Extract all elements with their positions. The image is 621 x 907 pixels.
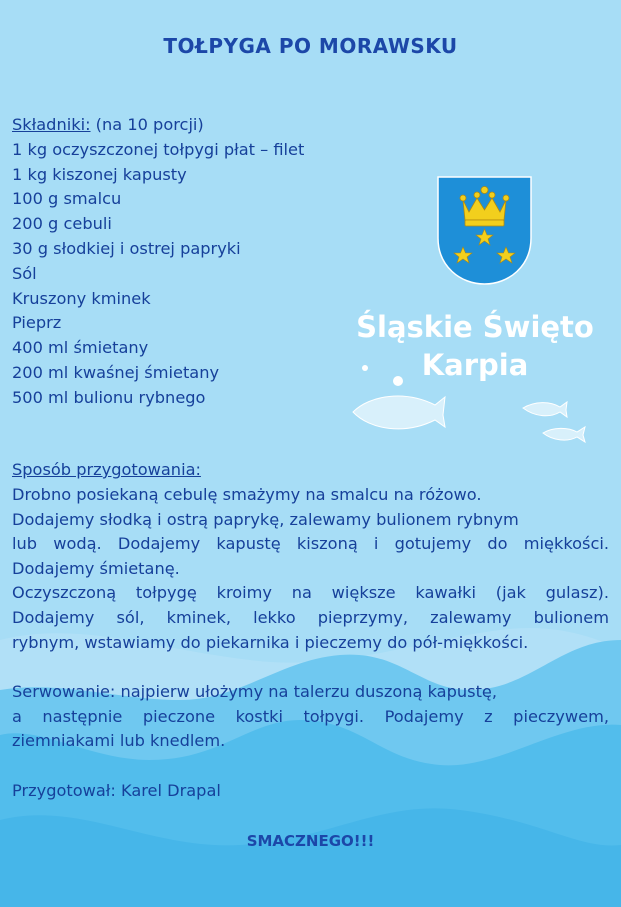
logo-line-2: Karpia	[421, 348, 529, 382]
method-label: Sposób przygotowania:	[12, 460, 201, 479]
ingredient-item: 400 ml śmietany	[12, 338, 149, 358]
ingredient-item: 1 kg oczyszczonej tołpygi płat – filet	[12, 139, 305, 159]
serving-line: a następnie pieczone kostki tołpygi. Podajemy z pieczywem,	[12, 706, 609, 726]
ingredients-list	[12, 113, 304, 411]
page-title: TOŁPYGA PO MORAWSKU	[163, 34, 458, 58]
ingredient-item: 1 kg kiszonej kapusty	[12, 164, 187, 184]
method-line: Dodajemy słodką i ostrą paprykę, zalewamy bulionem rybnym	[12, 509, 519, 529]
method-line: Dodajemy śmietanę.	[12, 558, 180, 578]
ingredient-item: Kruszony kminek	[12, 288, 151, 308]
serving-paragraph	[12, 680, 609, 754]
carp-fish-icon	[345, 365, 605, 445]
method-line: Drobno posiekaną cebulę smażymy na smalcu na różowo.	[12, 485, 482, 504]
author-credit: Przygotował: Karel Drapal	[12, 781, 221, 800]
coat-of-arms-icon	[437, 176, 532, 286]
method-line: lub wodą. Dodajemy kapustę kiszoną i gotujemy do miękkości.	[12, 534, 609, 554]
method-paragraph	[12, 483, 609, 655]
ingredient-item: Pieprz	[12, 313, 62, 333]
closing-text: SMACZNEGO!!!	[246, 832, 375, 850]
ingredient-item: 200 g cebuli	[12, 214, 112, 234]
ingredient-item: Sól	[12, 263, 37, 283]
logo-line-1: Śląskie Święto	[356, 310, 594, 344]
ingredients-label: Składniki:	[12, 115, 91, 134]
ingredient-item: 200 ml kwaśnej śmietany	[12, 362, 220, 382]
method-line: Dodajemy sól, kminek, lekko pieprzymy, zalewamy bulionem	[12, 607, 609, 627]
portions-text: (na 10 porcji)	[90, 115, 204, 134]
serving-line: Serwowanie: najpierw ułożymy na talerzu duszoną kapustę,	[12, 682, 498, 701]
ingredient-item: 30 g słodkiej i ostrej papryki	[12, 238, 241, 258]
serving-line: ziemniakami lub knedlem.	[12, 731, 226, 751]
ingredient-item: 500 ml bulionu rybnego	[12, 387, 206, 407]
ingredient-item: 100 g smalcu	[12, 189, 122, 209]
method-line: rybnym, wstawiamy do piekarnika i pieczemy do pół-miękkości.	[12, 632, 529, 652]
method-line: Oczyszczoną tołpygę kroimy na większe kawałki (jak gulasz).	[12, 583, 609, 603]
